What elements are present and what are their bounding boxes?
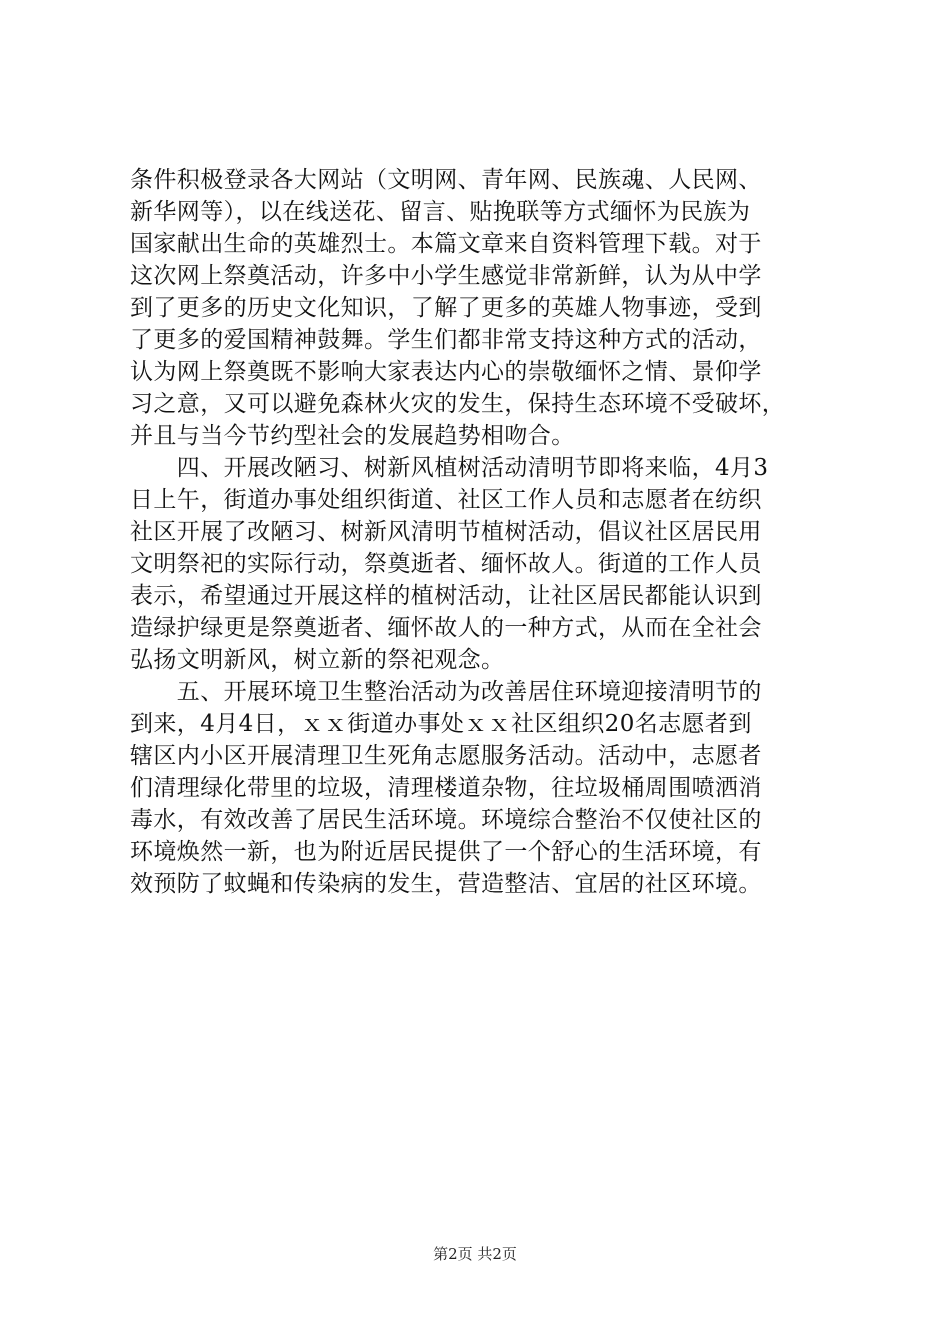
body-text [130,164,830,900]
text-line: 国家献出生命的英雄烈士。本篇文章来自资料管理下载。对于 [130,231,762,257]
paragraph-five-start: 五、开展环境卫生整治活动为改善居住环境迎接清明节的 [130,679,762,705]
text-line: 弘扬文明新风，树立新的祭祀观念。 [130,647,505,673]
text-line: 造绿护绿更是祭奠逝者、缅怀故人的一种方式，从而在全社会 [130,615,762,641]
text-line: 辖区内小区开展清理卫生死角志愿服务活动。活动中，志愿者 [130,743,762,769]
text-line: 日上午，街道办事处组织街道、社区工作人员和志愿者在纺织 [130,487,762,513]
text-line: 认为网上祭奠既不影响大家表达内心的崇敬缅怀之情、景仰学 [130,359,762,385]
text-line: 条件积极登录各大网站（文明网、青年网、民族魂、人民网、 [130,167,762,193]
text-line: 到了更多的历史文化知识，了解了更多的英雄人物事迹，受到 [130,295,762,321]
text-line: 文明祭祀的实际行动，祭奠逝者、缅怀故人。街道的工作人员 [130,551,762,577]
text-line: 并且与当今节约型社会的发展趋势相吻合。 [130,423,575,449]
page-number: 第2页 共2页 [433,1245,517,1263]
text-line: 这次网上祭奠活动，许多中小学生感觉非常新鲜，认为从中学 [130,263,762,289]
text-line: 表示，希望通过开展这样的植树活动，让社区居民都能认识到 [130,583,762,609]
paragraph-four-start: 四、开展改陋习、树新风植树活动清明节即将来临，4月3 [130,455,769,481]
text-line: 效预防了蚊蝇和传染病的发生，营造整洁、宜居的社区环境。 [130,871,762,897]
text-line: 了更多的爱国精神鼓舞。学生们都非常支持这种方式的活动， [130,327,762,353]
text-line: 环境焕然一新，也为附近居民提供了一个舒心的生活环境，有 [130,839,762,865]
text-line: 新华网等），以在线送花、留言、贴挽联等方式缅怀为民族为 [130,199,751,225]
text-line: 社区开展了改陋习、树新风清明节植树活动，倡议社区居民用 [130,519,762,545]
text-line: 到来，4月4日，ｘｘ街道办事处ｘｘ社区组织20名志愿者到 [130,711,752,737]
text-line: 习之意，又可以避免森林火灾的发生，保持生态环境不受破坏， [130,391,786,417]
text-line: 们清理绿化带里的垃圾，清理楼道杂物，往垃圾桶周围喷洒消 [130,775,762,801]
text-line: 毒水，有效改善了居民生活环境。环境综合整治不仅使社区的 [130,807,762,833]
